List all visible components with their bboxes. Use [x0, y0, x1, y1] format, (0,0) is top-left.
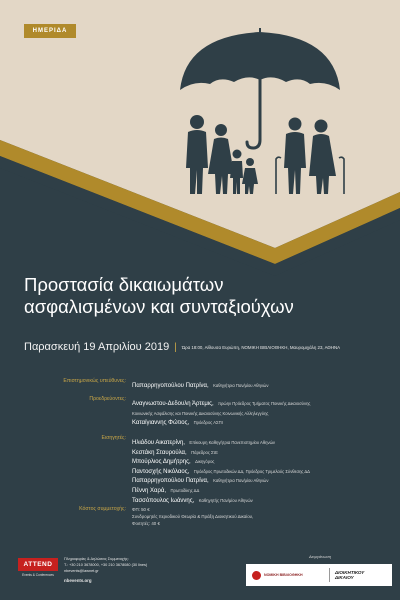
organizer-logos — [246, 564, 392, 586]
speaker-entry: Κεστάκη Σταυρούλα, Πάρεδρος ΣτΕ — [132, 449, 218, 456]
website-link[interactable]: nbevents.org — [64, 577, 92, 583]
speaker-entry: Παντοσχής Νικόλαος, Πρόεδρος Πρωτοδικών ΔΔ, Πρόεδρος Τριμελούς Σύνθεσης ΔΔ — [132, 468, 310, 475]
chairs-entries — [132, 396, 394, 425]
attend-brand: ATTEND — [18, 558, 58, 571]
scientific-entries — [132, 378, 394, 388]
contact-info — [64, 556, 174, 584]
event-date: Παρασκευή 19 Απριλίου 2019 — [24, 341, 170, 353]
speaker-entry: Τασσόπουλος Ιωάννης, Καθηγητής Παν/μίου Αθηνών — [132, 497, 253, 504]
speaker-entry: Πέννη Χαρά, Πρωτοδίκης ΔΔ — [132, 487, 200, 494]
umbrella-family-icon — [150, 18, 380, 200]
scientific-label: Επιστημονικώς υπεύθυνες: — [63, 378, 126, 384]
contact-line: Τ.: +30 210 3678000, +30 210 3678080 (30 lines) — [64, 563, 148, 568]
law-journal-line-1: ΔΙΟΙΚΗΤΙΚΟΥ — [335, 570, 365, 575]
speakers-label: Εισηγητές: — [101, 435, 126, 441]
library-logo — [252, 571, 324, 580]
fees-label: Κόστος συμμετοχής: — [79, 506, 126, 512]
poster-footer — [0, 552, 400, 600]
speaker-entry: Μπούρλιος Δημήτρης, Δικηγόρος — [132, 459, 215, 466]
law-journal-line-2: ΔΙΚΑΙΟΥ — [335, 575, 354, 580]
date-separator: | — [174, 341, 177, 353]
speaker-entry: Ηλιάδου Αικατερίνη, Επίκουρη Καθηγήτρια Πανεπιστημίου Αθηνών — [132, 440, 275, 446]
event-date-line — [24, 340, 394, 354]
logo-divider — [329, 568, 330, 582]
contact-email[interactable]: nbevents@lawnet.gr — [64, 569, 99, 574]
library-mark-icon — [252, 571, 261, 580]
event-type-badge: ΗΜΕΡΙΔΑ — [24, 24, 76, 38]
law-journal-logo — [335, 570, 364, 580]
event-title — [24, 274, 384, 318]
speaker-entry: Παπαρρηγοπούλου Πατρίνα, Καθηγήτρια Παν/μίου Αθηνών — [132, 478, 269, 485]
speakers-entries — [132, 435, 394, 502]
organizer-label: Διοργάνωση — [308, 554, 332, 559]
chair-entry: Κοινωνικής Ασφάλισης και Ποινικής Δικαιοσύνης Κοινωνικής Αλληλεγγύης — [132, 410, 269, 416]
fee-line: Συνδρομητές περιοδικού Θεωρία & Πράξη Διοικητικού Δικαίου, — [132, 514, 254, 519]
event-title-line-1: Προστασία δικαιωμάτων — [24, 274, 224, 295]
fees-entries — [132, 506, 394, 527]
chairs-label: Προεδρεύοντες: — [89, 396, 126, 402]
chair-entry: Αναγνωστου-Δεδουλη Άρτεμις, πρώην Πρόεδρος Τμήματος Ποινικής Δικαιοσύνης — [132, 401, 311, 407]
event-venue: Ώρα 18:00, Αίθουσα Ευρώπη, ΝΟΜΙΚΗ ΒΙΒΛΙΟΘΗΚΗ, Μαυρομιχάλη 23, ΑΘΗΝΑ — [181, 344, 341, 350]
fee-line: ΦΠ: 50 € — [132, 507, 150, 512]
contact-line: Πληροφορίες & Δηλώσεις Συμμετοχής: — [64, 557, 129, 561]
fee-line: Φοιτητές: 40 € — [132, 521, 160, 526]
chair-entry: Καταϊγιαννης Φώτιος, Πρόεδρος ΑΣΠΙ — [132, 420, 223, 427]
library-name: ΝΟΜΙΚΗ ΒΙΒΛΙΟΘΗΚΗ — [264, 573, 303, 577]
attend-logo — [18, 558, 58, 580]
event-title-line-2: ασφαλισμένων και συνταξιούχων — [24, 296, 294, 317]
attend-subtitle: Events & Conferences — [22, 573, 54, 577]
scientific-entry: Παπαρρηγοπούλου Πατρίνα, Καθηγήτρια Παν/μίου Αθηνών — [132, 383, 269, 389]
